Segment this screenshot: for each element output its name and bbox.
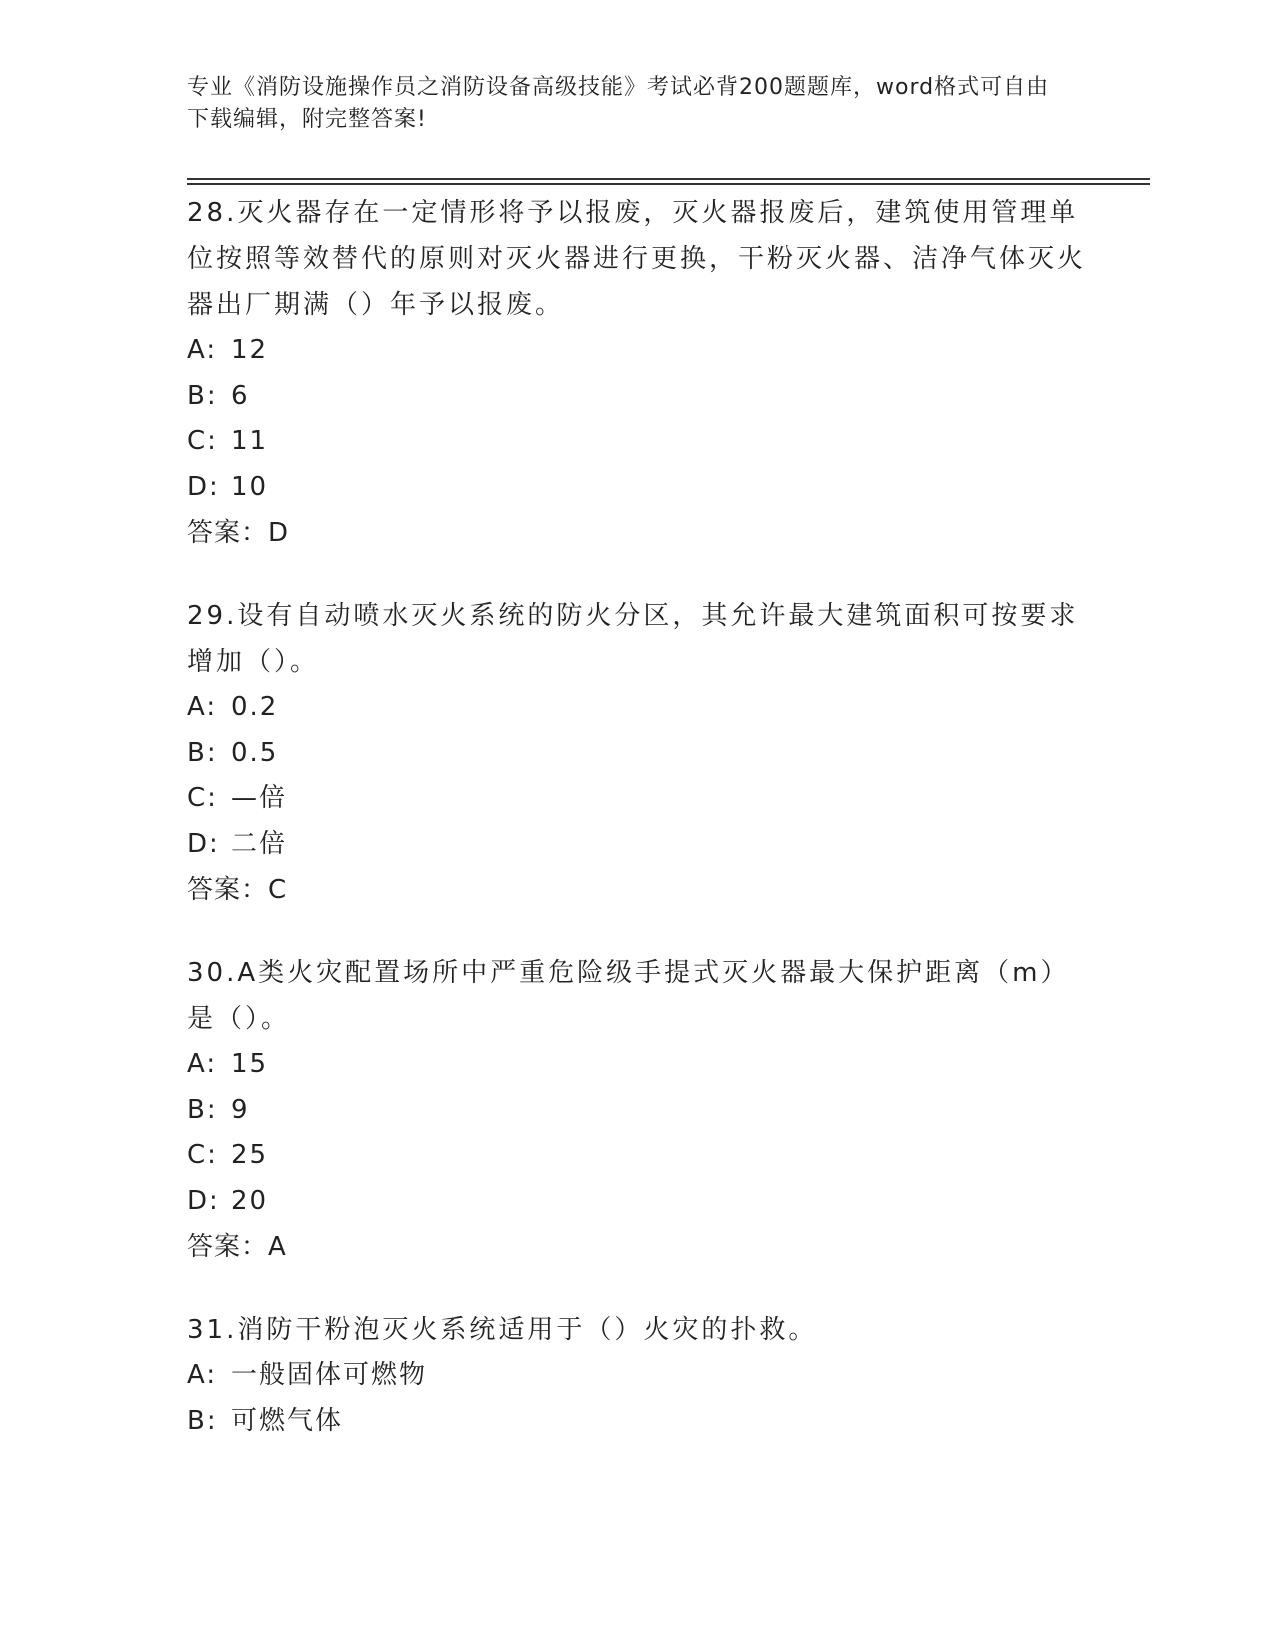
question-list	[187, 190, 1087, 1481]
option-letter: B:	[187, 737, 218, 768]
option-letter: A:	[187, 1049, 218, 1079]
question-30	[187, 950, 1087, 1270]
option-text: 11	[231, 426, 269, 456]
option-text: 0.2	[231, 692, 279, 722]
option-text: 25	[231, 1140, 269, 1170]
option-letter: B:	[187, 1405, 218, 1436]
option-c	[187, 776, 1087, 822]
option-d	[187, 822, 1087, 868]
option-a	[187, 1353, 1087, 1399]
option-b	[187, 1399, 1087, 1445]
option-text: 9	[231, 1094, 250, 1125]
option-b	[187, 731, 1087, 777]
option-a	[187, 1042, 1087, 1088]
option-text: 一般固体可燃物	[231, 1360, 428, 1390]
option-letter: D:	[187, 471, 220, 502]
option-text: 10	[231, 471, 269, 502]
option-letter: A:	[187, 335, 218, 365]
question-stem: 30.A类火灾配置场所中严重危险级手提式灭火器最大保护距离（m）是（）。	[187, 958, 1070, 1034]
option-letter: C:	[187, 1140, 218, 1170]
option-b	[187, 374, 1087, 420]
option-text: 12	[231, 335, 269, 365]
answer-line: 答案：D	[187, 518, 290, 548]
option-letter: B:	[187, 380, 218, 411]
question-31	[187, 1307, 1087, 1444]
option-a	[187, 328, 1087, 374]
option-text: 0.5	[231, 737, 279, 768]
option-text: 20	[231, 1185, 269, 1216]
option-letter: A:	[187, 1360, 218, 1390]
option-letter: C:	[187, 426, 218, 456]
option-text: 6	[231, 380, 250, 411]
answer-line: 答案：C	[187, 875, 288, 905]
question-stem: 31.消防干粉泡灭火系统适用于（）火灾的扑救。	[187, 1315, 818, 1345]
option-b	[187, 1088, 1087, 1134]
option-text: —倍	[231, 783, 288, 813]
option-d	[187, 1179, 1087, 1225]
option-text: 可燃气体	[231, 1405, 344, 1436]
option-text: 15	[231, 1049, 269, 1079]
header-divider-bottom	[187, 183, 1150, 185]
option-letter: D:	[187, 1185, 220, 1216]
header-divider-top	[187, 178, 1150, 180]
option-c	[187, 1133, 1087, 1179]
option-letter: D:	[187, 828, 220, 859]
answer-line: 答案：A	[187, 1232, 287, 1262]
option-letter: B:	[187, 1094, 218, 1125]
question-29	[187, 593, 1087, 913]
option-text: 二倍	[231, 828, 288, 859]
document-header: 专业《消防设施操作员之消防设备高级技能》考试必背200题题库，word格式可自由下载编辑，附完整答案!	[187, 75, 1050, 132]
question-28	[187, 190, 1087, 556]
option-letter: A:	[187, 692, 218, 722]
option-letter: C:	[187, 783, 218, 813]
option-d	[187, 465, 1087, 511]
option-a	[187, 685, 1087, 731]
question-stem: 29.设有自动喷水灭火系统的防火分区，其允许最大建筑面积可按要求增加（）。	[187, 601, 1079, 677]
option-c	[187, 419, 1087, 465]
question-stem: 28.灭火器存在一定情形将予以报废，灭火器报废后，建筑使用管理单位按照等效替代的原则对灭火器进行更换，干粉灭火器、洁净气体灭火器出厂期满（）年予以报废。	[187, 198, 1087, 320]
